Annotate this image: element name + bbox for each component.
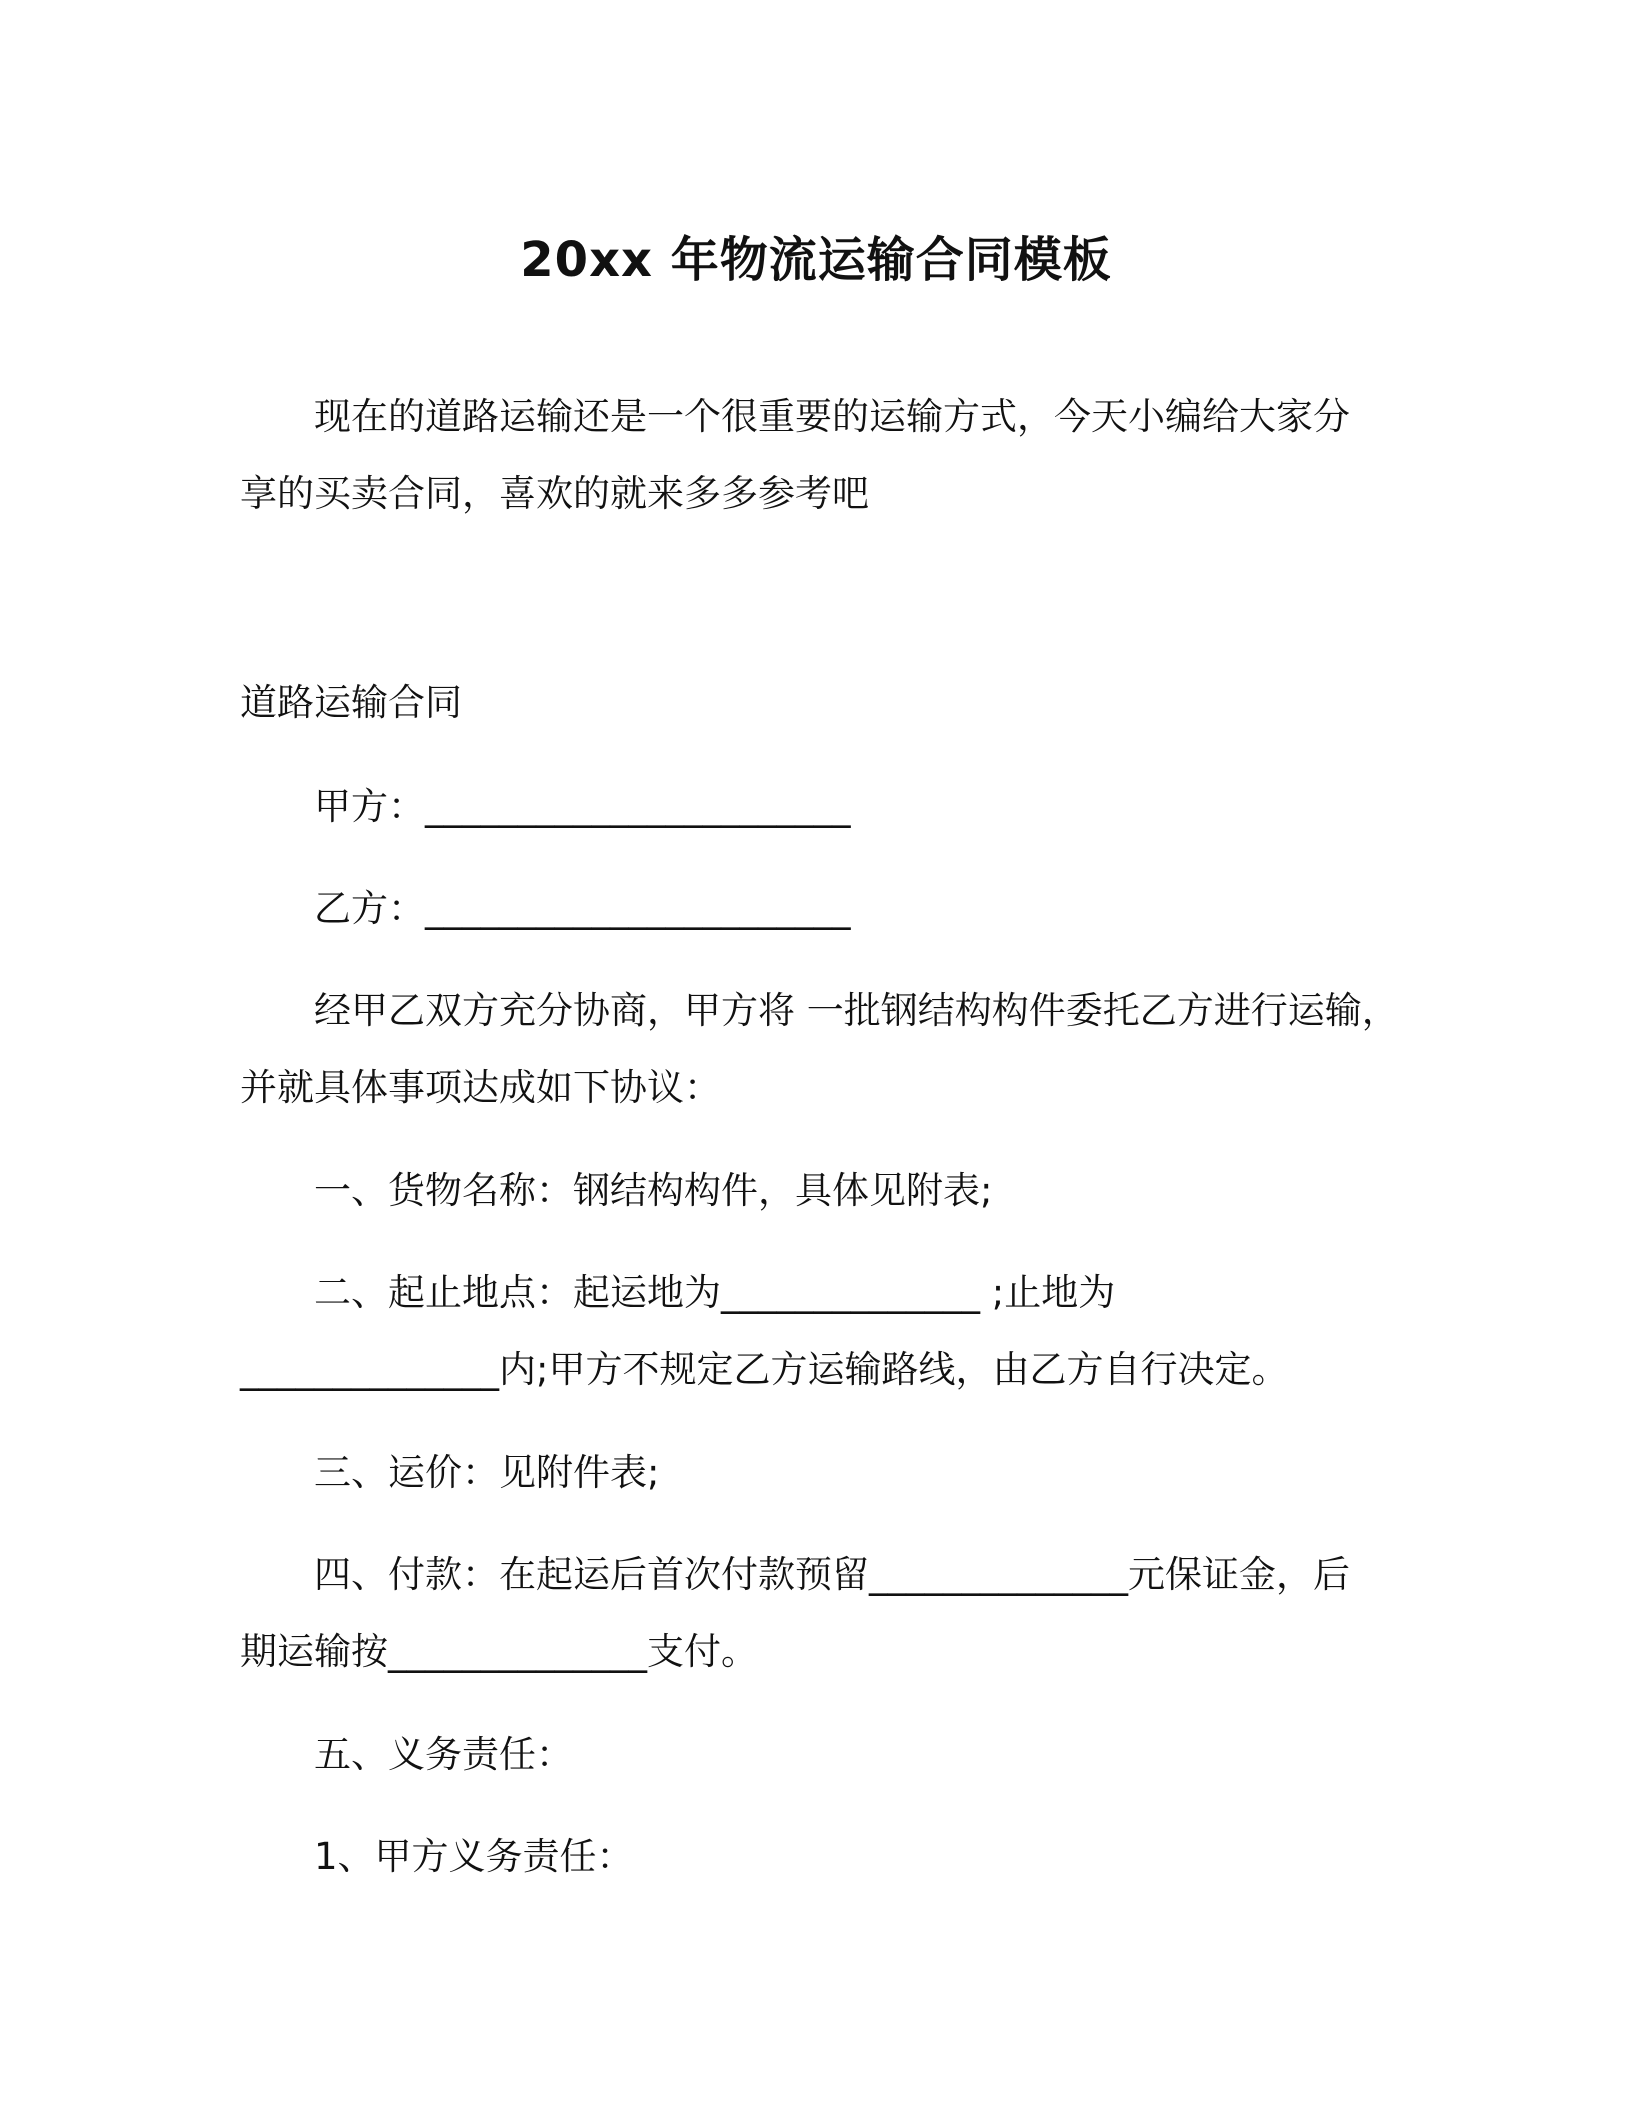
intro-line-2: 享的买卖合同，喜欢的就来多多参考吧	[240, 472, 869, 515]
party-b-line: 乙方：_______________________	[314, 887, 851, 930]
preamble-paragraph	[240, 972, 1400, 1126]
intro-paragraph	[240, 378, 1400, 532]
document-title: 20xx 年物流运输合同模板	[520, 232, 1112, 288]
contract-heading: 道路运输合同	[240, 681, 462, 724]
clause-5-1: 1、甲方义务责任：	[314, 1835, 634, 1878]
preamble-line-2: 并就具体事项达成如下协议：	[240, 1066, 721, 1109]
clause-5: 五、义务责任：	[314, 1733, 573, 1776]
clause-3: 三、运价：见附件表;	[314, 1451, 660, 1494]
clause-2-line-2: ______________内;甲方不规定乙方运输路线，由乙方自行决定。	[240, 1348, 1289, 1391]
clause-4	[240, 1536, 1400, 1690]
clause-2	[240, 1254, 1400, 1408]
clause-1: 一、货物名称：钢结构构件，具体见附表;	[314, 1169, 993, 1212]
clause-4-line-2: 期运输按______________支付。	[240, 1630, 758, 1673]
preamble-line-1: 经甲乙双方充分协商，甲方将 一批钢结构构件委托乙方进行运输，	[314, 989, 1399, 1032]
party-a-line: 甲方：_______________________	[314, 785, 851, 828]
intro-line-1: 现在的道路运输还是一个很重要的运输方式，今天小编给大家分	[314, 395, 1350, 438]
clause-2-line-1: 二、起止地点：起运地为______________ ;止地为	[314, 1271, 1116, 1314]
clause-4-line-1: 四、付款：在起运后首次付款预留______________元保证金，后	[314, 1553, 1350, 1596]
